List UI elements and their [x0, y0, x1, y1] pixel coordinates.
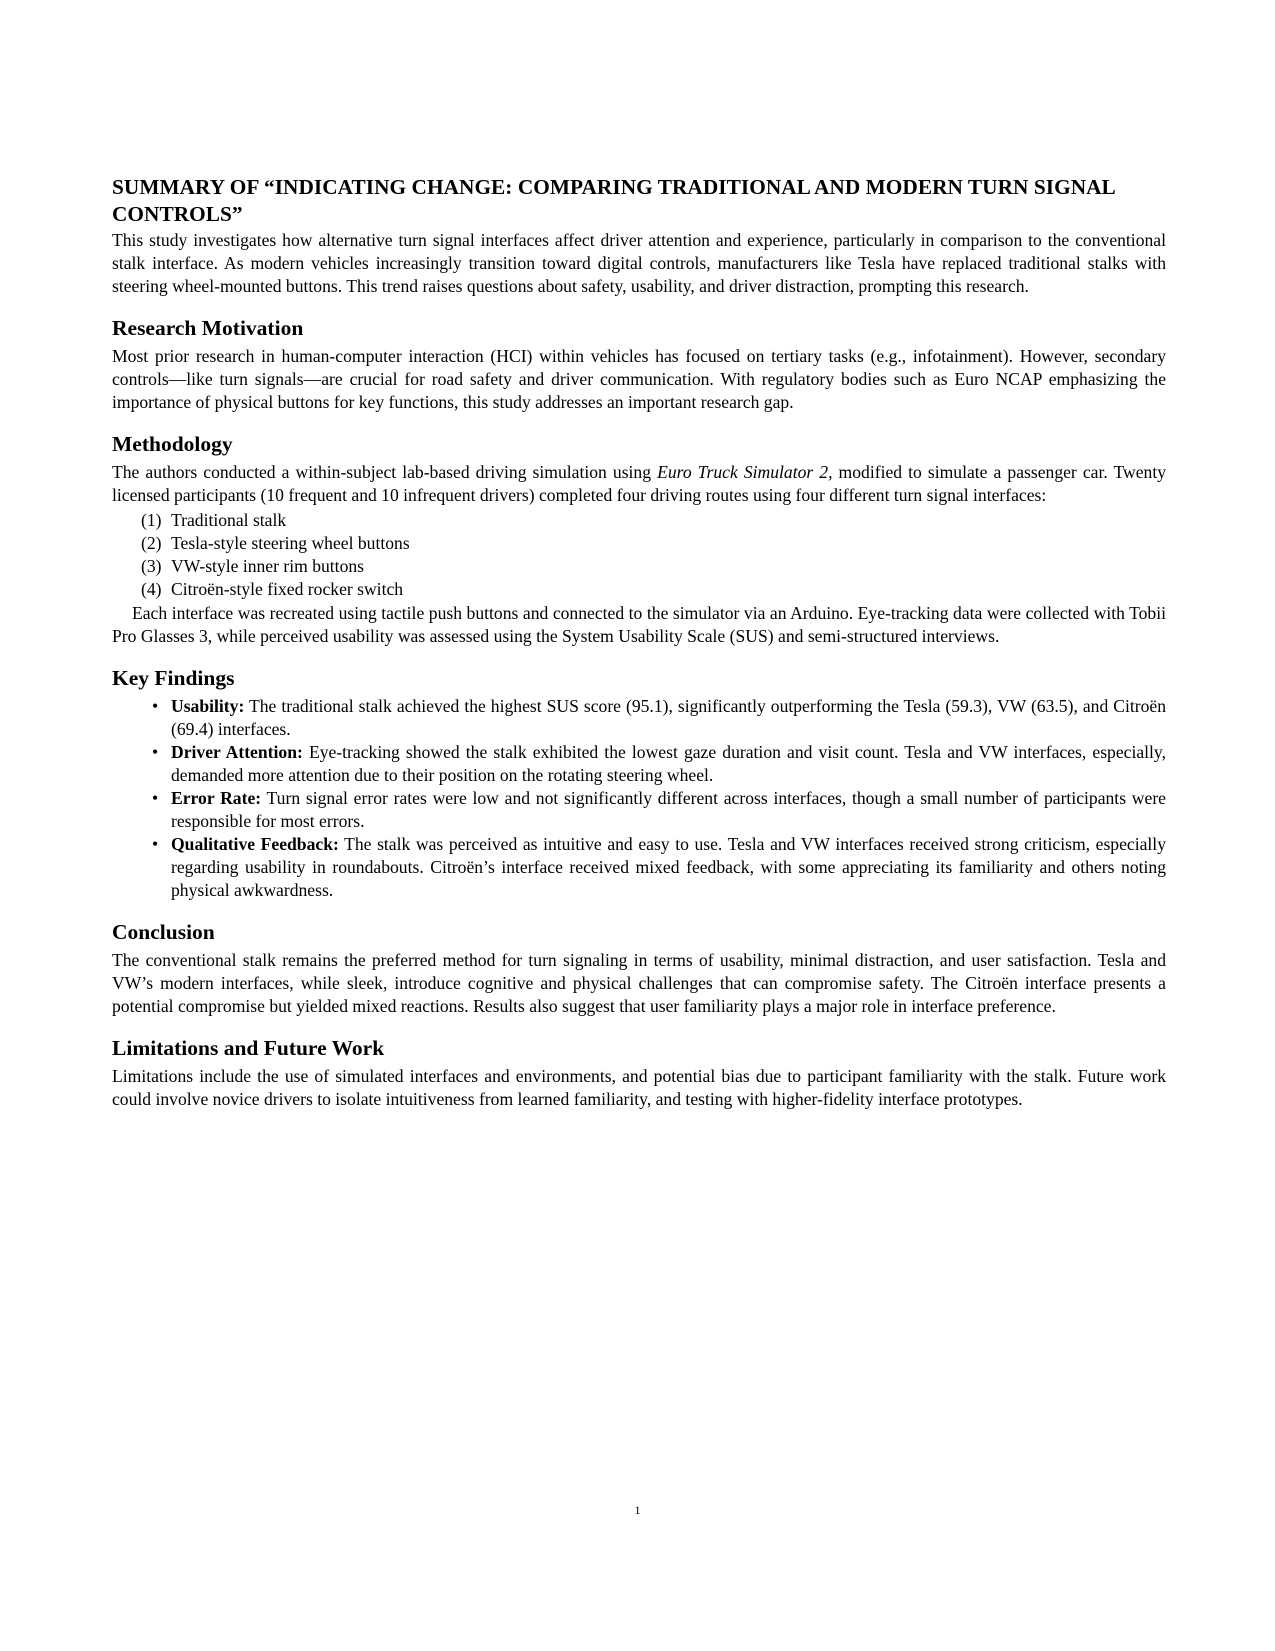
- list-item-label: Tesla-style steering wheel buttons: [171, 533, 410, 553]
- list-item: [141, 578, 1166, 601]
- methodology-paragraph: [112, 461, 1166, 507]
- list-item-label: Traditional stalk: [171, 510, 287, 530]
- methodology-followup-paragraph: Each interface was recreated using tactile push buttons and connected to the simulator via an Arduino. Eye-tracking data were collected with Tobii Pro Glasses 3, while perceived usability was assessed using the System Usability Scale (SUS) and semi-structured interviews.: [112, 603, 1166, 646]
- list-item: [152, 787, 1166, 833]
- methodology-text-after: , modified to simulate a passenger car. Twenty licensed participants (10 frequent and 10 infrequent drivers) completed four driving routes using four different turn signal interfaces:: [112, 462, 1166, 505]
- list-item: [152, 695, 1166, 741]
- bullet-icon: •: [152, 696, 159, 716]
- list-number: (4): [141, 579, 162, 599]
- list-number: (2): [141, 533, 162, 553]
- motivation-paragraph: Most prior research in human-computer interaction (HCI) within vehicles has focused on tertiary tasks (e.g., infotainment). However, secondary controls—like turn signals—are crucial for road safety and driver communication. With regulatory bodies such as Euro NCAP emphasizing the importance of physical buttons for key functions, this study addresses an important research gap.: [112, 346, 1166, 412]
- document-title: SUMMARY OF “INDICATING CHANGE: COMPARING TRADITIONAL AND MODERN TURN SIGNAL CONTROLS”: [112, 175, 1115, 226]
- list-item: [141, 555, 1166, 578]
- conclusion-paragraph: The conventional stalk remains the preferred method for turn signaling in terms of usability, minimal distraction, and user satisfaction. Tesla and VW’s modern interfaces, while sleek, introduce cognitive and physical challenges that can compromise safety. The Citroën interface presents a potential compromise but yielded mixed reactions. Results also suggest that user familiarity plays a major role in interface preference.: [112, 950, 1166, 1016]
- motivation-heading: Research Motivation: [112, 316, 304, 340]
- finding-label: Qualitative Feedback:: [171, 834, 339, 854]
- list-number: (3): [141, 556, 162, 576]
- list-item: [141, 509, 1166, 532]
- bullet-icon: •: [152, 742, 159, 762]
- finding-label: Error Rate:: [171, 788, 262, 808]
- finding-label: Usability:: [171, 696, 245, 716]
- finding-text: Eye-tracking showed the stalk exhibited the lowest gaze duration and visit count. Tesla and VW interfaces, especially, demanded more attention due to their position on the rotating steering wheel.: [171, 742, 1166, 785]
- bullet-icon: •: [152, 788, 159, 808]
- limitations-paragraph: Limitations include the use of simulated interfaces and environments, and potential bias due to participant familiarity with the stalk. Future work could involve novice drivers to isolate intuitiveness from learned familiarity, and testing with higher-fidelity interface prototypes.: [112, 1066, 1166, 1109]
- interfaces-list: [112, 509, 1166, 601]
- intro-paragraph: This study investigates how alternative turn signal interfaces affect driver attention and experience, particularly in comparison to the conventional stalk interface. As modern vehicles increasingly transition toward digital controls, manufacturers like Tesla have replaced traditional stalks with steering wheel-mounted buttons. This trend raises questions about safety, usability, and driver distraction, prompting this research.: [112, 230, 1166, 296]
- bullet-icon: •: [152, 834, 159, 854]
- simulator-name: Euro Truck Simulator 2: [657, 462, 829, 482]
- methodology-heading: Methodology: [112, 432, 233, 456]
- finding-text: Turn signal error rates were low and not significantly different across interfaces, though a small number of participants were responsible for most errors.: [171, 788, 1166, 831]
- finding-text: The stalk was perceived as intuitive and easy to use. Tesla and VW interfaces received strong criticism, especially regarding usability in roundabouts. Citroën’s interface received mixed feedback, with some appreciating its familiarity and others noting physical awkwardness.: [171, 834, 1166, 900]
- limitations-heading: Limitations and Future Work: [112, 1036, 385, 1060]
- finding-label: Driver Attention:: [171, 742, 303, 762]
- list-item: [152, 833, 1166, 902]
- list-number: (1): [141, 510, 162, 530]
- conclusion-heading: Conclusion: [112, 920, 215, 944]
- list-item: [152, 741, 1166, 787]
- list-item: [141, 532, 1166, 555]
- findings-list: [112, 695, 1166, 902]
- finding-text: The traditional stalk achieved the highest SUS score (95.1), significantly outperforming the Tesla (59.3), VW (63.5), and Citroën (69.4) interfaces.: [171, 696, 1166, 739]
- list-item-label: Citroën-style fixed rocker switch: [171, 579, 404, 599]
- page-content: [112, 174, 1166, 1111]
- list-item-label: VW-style inner rim buttons: [171, 556, 365, 576]
- methodology-text-before: The authors conducted a within-subject lab-based driving simulation using: [112, 462, 658, 482]
- page-number: 1: [634, 1503, 641, 1517]
- findings-heading: Key Findings: [112, 666, 235, 690]
